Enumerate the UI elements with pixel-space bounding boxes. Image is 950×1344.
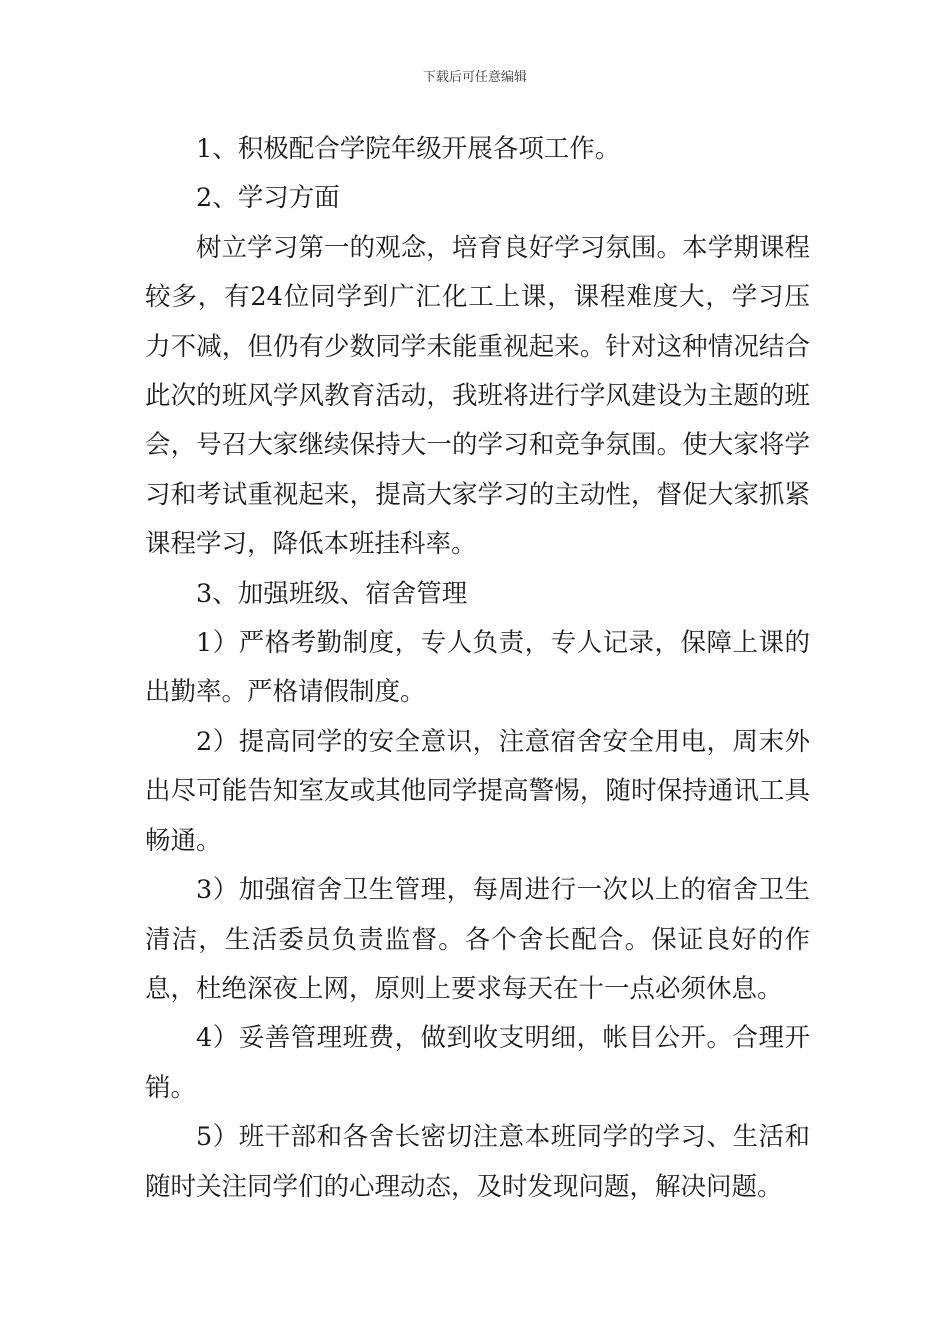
paragraph-study-details: 树立学习第一的观念，培育良好学习氛围。本学期课程较多，有24位同学到广汇化工上课，课程难度大，学习压力不减，但仍有少数同学未能重视起来。针对这种情况结合此次的班风学风教育活动，我班将进行学风建设为主题的班会，号召大家继续保持大一的学习和竞争氛围。使大家将学习和考试重视起来，提高大家学习的主动性，督促大家抓紧课程学习，降低本班挂科率。 — [145, 232, 810, 560]
paragraph-class-fund: 4）妥善管理班费，做到收支明细，帐目公开。合理开销。 — [145, 1023, 810, 1103]
paragraph-attendance: 1）严格考勤制度，专人负责，专人记录，保障上课的出勤率。严格请假制度。 — [145, 628, 810, 708]
paragraph-hygiene: 3）加强宿舍卫生管理，每周进行一次以上的宿舍卫生清洁，生活委员负责监督。各个舍长配合。保证良好的作息，杜绝深夜上网，原则上要求每天在十一点必须休息。 — [145, 875, 810, 1004]
document-body — [145, 125, 810, 1212]
paragraph-item-1: 1、积极配合学院年级开展各项工作。 — [196, 134, 621, 164]
paragraph-safety: 2）提高同学的安全意识，注意宿舍安全用电，周末外出尽可能告知室友或其他同学提高警惕，随时保持通讯工具畅通。 — [145, 726, 810, 856]
paragraph-attention: 5）班干部和各舍长密切注意本班同学的学习、生活和随时关注同学们的心理动态，及时发现问题，解决问题。 — [145, 1122, 810, 1202]
paragraph-section-management: 3、加强班级、宿舍管理 — [196, 578, 468, 609]
paragraph-section-study: 2、学习方面 — [196, 183, 340, 214]
page-header: 下载后可任意编辑 — [422, 70, 527, 85]
